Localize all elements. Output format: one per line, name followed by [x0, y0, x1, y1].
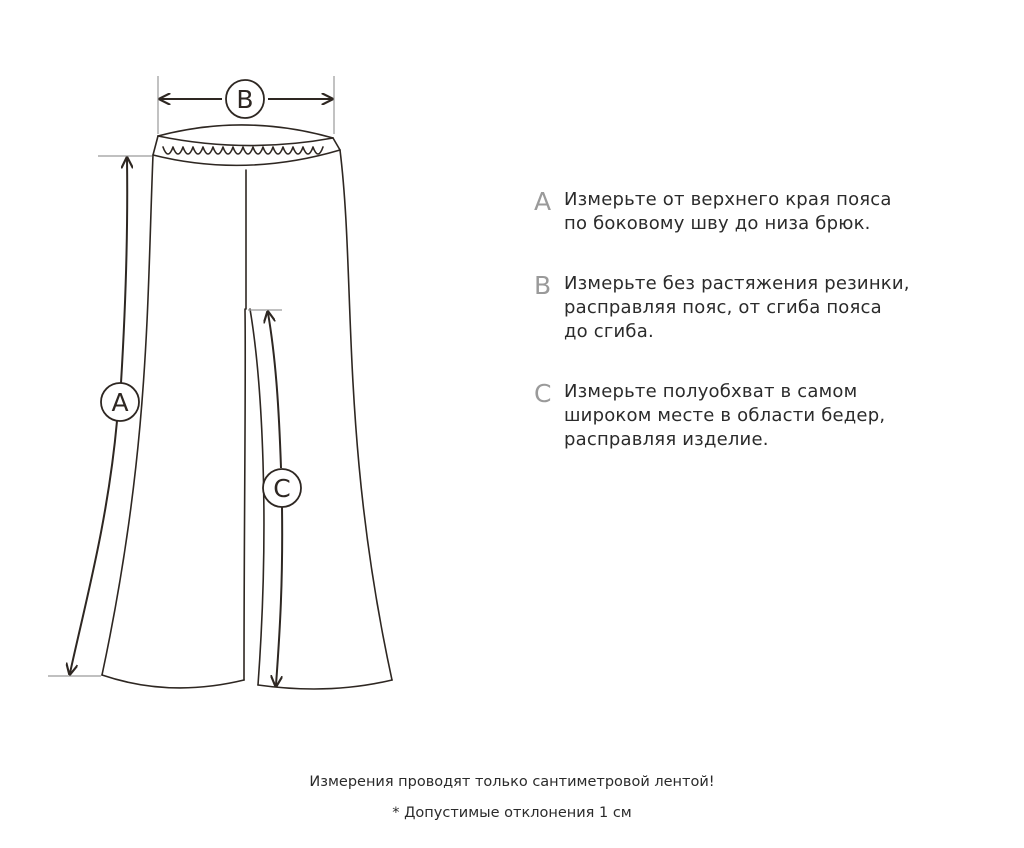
legend-letter-c: C — [534, 379, 552, 408]
waistband-bottom — [158, 136, 333, 146]
right-leg-outer — [333, 138, 392, 680]
dimension-c — [248, 310, 301, 685]
inseam-right — [250, 309, 264, 685]
waistband-elastic — [163, 147, 323, 154]
label-b-text: B — [236, 85, 254, 114]
footer-tolerance: * Допустимые отклонения 1 см — [392, 805, 632, 821]
legend-item-b — [534, 272, 984, 344]
arrow-c-upper — [268, 313, 281, 468]
arrow-a-upper — [121, 159, 127, 383]
footer-note: Измерения проводят только сантиметровой лентой! — [309, 774, 715, 790]
legend-letter-a: A — [534, 187, 552, 216]
legend-text-c: Измерьте полуобхват в самом широком месте в области бедер, расправляя изделие. — [564, 381, 886, 450]
legend-item-c — [534, 380, 984, 452]
measurement-legend — [534, 188, 984, 488]
label-a-text: A — [111, 388, 129, 417]
inseam-left — [244, 309, 245, 680]
hem-left — [102, 675, 244, 688]
waistband-top — [158, 125, 333, 138]
arrow-c-lower — [276, 507, 282, 685]
legend-letter-b: B — [534, 271, 552, 300]
pants-diagram — [0, 0, 520, 740]
legend-text-b: Измерьте без растяжения резинки, расправляя пояс, от сгиба пояса до сгиба. — [564, 273, 910, 342]
legend-text-a: Измерьте от верхнего края пояса по боковому шву до низа брюк. — [564, 189, 892, 234]
hem-right — [258, 680, 392, 689]
dimension-a — [48, 156, 152, 676]
legend-item-a — [534, 188, 984, 236]
pants-outline — [102, 125, 392, 689]
label-c-text: C — [273, 474, 291, 503]
